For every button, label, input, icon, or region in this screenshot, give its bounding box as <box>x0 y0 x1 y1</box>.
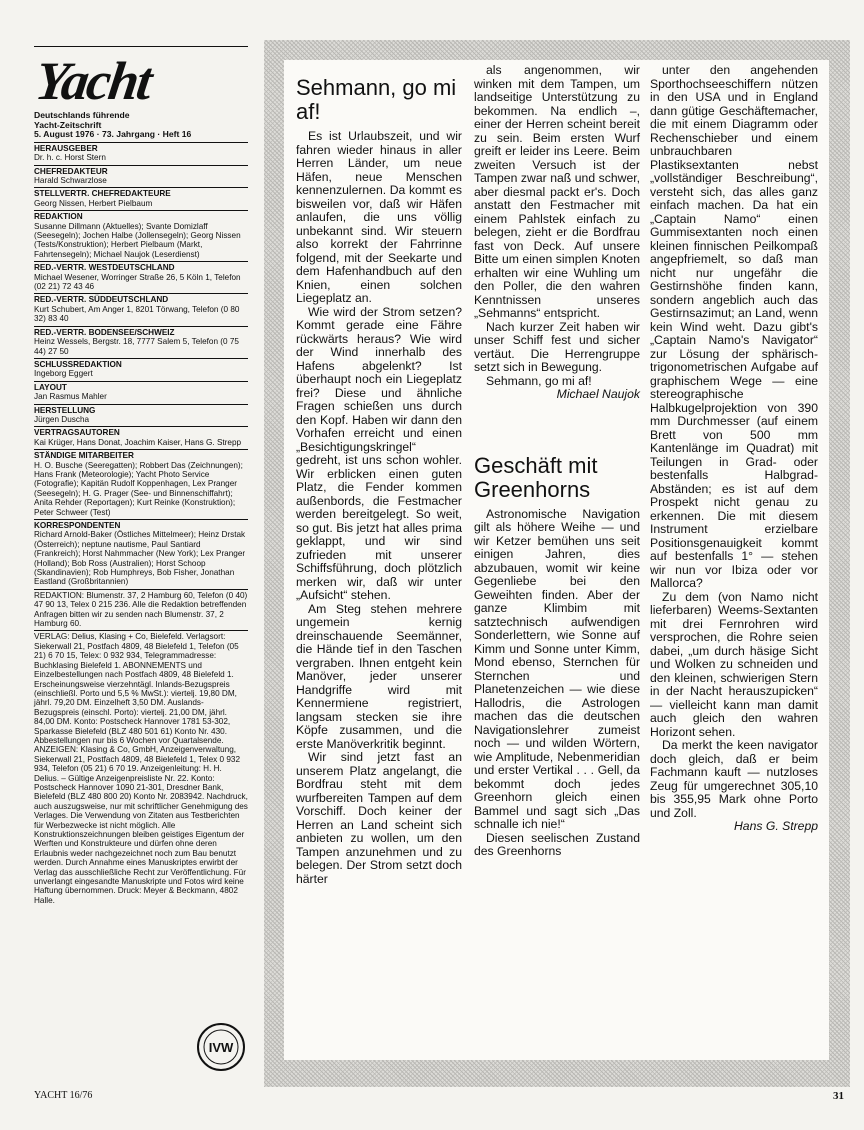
imprint-section-label: HERAUSGEBER <box>34 143 98 153</box>
imprint-section-label: HERSTELLUNG <box>34 405 96 415</box>
imprint-section-text: Georg Nissen, Herbert Pielbaum <box>34 198 153 208</box>
imprint-section-label: SCHLUSSREDAKTION <box>34 359 122 369</box>
paragraph: Diesen seelischen Zustand des Greenhorns <box>474 830 640 858</box>
imprint-section <box>34 381 248 402</box>
column-1 <box>296 64 462 886</box>
headline-greenhorns: Geschäft mit Greenhorns <box>474 452 598 502</box>
paragraph: als angenommen, wir winken mit dem Tampen, um landseitige Unterstützung zu bekommen. Na endlich –, einer der Herren scheint bereit zu sein. Beim ersten Wurf greift er leider ins Leere. Beim zweiten Versuch ist der Tampen zwar naß und schwer, aber diesmal packt er's. Doch anstatt den Festmacher mit einem Pahlstek einfach zu belegen, zieht er die Bordfrau fast von Deck. Auf unsere Bitte um einen simplen Knoten erhalten wir eine Wuhling um den Poller, die den wahren Kenntnissen unseres „Sehmanns“ entspricht. <box>474 63 640 320</box>
column-3 <box>650 64 818 834</box>
article2-continued <box>650 64 818 820</box>
paragraph: Astronomische Navigation gilt als höhere Weihe — und wir Ketzer bemühen uns seit einigen Jahren, dies abzubauen, womit wir keine Gegenliebe bei den Geweihten finden. Aber der ganze Klimbim mit satztechnisch aufwendigen Sonderlettern, wie Sonne auf Kimm und Sonne unter Kimm, Mond ebenso, Sternchen für Sternchen und Planetenzeichen — wie diese Hallodris, die Astrologen machen das die deutschen Navigationslehrer zumeist noch — und wilden Wörtern, wie Amplitude, Nebenmeridian und erster Vertikal . . . Gell, da bekommt doch jedes Greenhorn gleich einen Bammel und sagt sich „Das schnalle ich nie!“ <box>474 506 640 831</box>
imprint-section-text: REDAKTION: Blumenstr. 37, 2 Hamburg 60, Telefon (0 40) 47 90 13, Telex 0 215 236. Alle die Redaktion betreffenden Anfragen bitten wir zu senden nach Blumenstr. 37, 2 Hamburg 60. <box>34 590 248 629</box>
author-strepp: Hans G. Strepp <box>734 819 818 833</box>
imprint-section <box>34 519 248 587</box>
imprint-section <box>34 426 248 447</box>
tagline-line: Yacht-Zeitschrift <box>34 119 102 130</box>
imprint-section <box>34 589 248 629</box>
article1-paragraphs <box>296 130 462 886</box>
imprint-section-text: Dr. h. c. Horst Stern <box>34 153 106 163</box>
tagline <box>34 111 248 140</box>
imprint-section <box>34 326 248 356</box>
imprint-section <box>34 293 248 323</box>
article2-paragraphs <box>474 508 640 859</box>
imprint-column <box>31 42 248 905</box>
imprint-section-label: KORRESPONDENTEN <box>34 521 121 530</box>
paragraph: Zu dem (von Namo nicht lieferbaren) Weems-Sextanten mit drei Fernrohren wird versprochen, die Rohre seien dabei, „um durch häsige Sicht und Wolken zu schneiden und den kleinen, schwierigen Stern in der Nacht herauszupicken“ — vielleicht kann man damit auch gleich den wahren Horizont sehen. <box>650 589 818 739</box>
imprint-section-text: Jan Rasmus Mahler <box>34 392 107 402</box>
imprint-section-label: LAYOUT <box>34 382 67 392</box>
issue-footer: YACHT 16/76 <box>34 1090 93 1101</box>
paragraph: Wie wird der Strom setzen? Kommt gerade eine Fähre rückwärts heraus? Wie wird der Wind innerhalb des Hafens abgelenkt? Ist überhaupt noch ein Liegeplatz frei? Diese und ähnliche Fragen schießen uns durch den Kopf. Haben wir dann den Vorhafen erreicht und einen „Besichtigungskringel“ gedreht, ist uns schon wohler. Wir erblicken einen guten Platz, die Fender kommen außenbords, die Festmacher werden bereitgelegt. So weit, so gut. Bis jetzt hat alles prima geklappt, und wir sind zufrieden mit unserer Schiffsführung, doch plötzlich merken wir, daß wir unter „Aufsicht“ stehen. <box>296 304 462 602</box>
imprint-section-label: VERTRAGSAUTOREN <box>34 428 120 438</box>
imprint-section-label: RED.-VERTR. SÜDDEUTSCHLAND <box>34 295 169 305</box>
imprint-section <box>34 358 248 379</box>
paragraph: Da merkt the keen navigator doch gleich, daß er beim Fachmann kauft — nutzloses Zeug für umgerechnet 305,10 bis 355,95 Mark ohne Porto und Zoll. <box>650 738 818 820</box>
imprint-section-label: RED.-VERTR. BODENSEE/SCHWEIZ <box>34 327 175 337</box>
imprint-section-text: Harald Schwarzlose <box>34 176 107 185</box>
author-naujok: Michael Naujok <box>556 387 640 401</box>
imprint-section-text: Susanne Dillmann (Aktuelles); Svante Domizlaff (Seesegeln); Jochen Halbe (Jollensegeln); Georg Nissen (Tests/Konstruktion); Herbert Pielbaum (Markt, Fahrtensegeln); Michael Naujok (Leserdienst) <box>34 221 241 259</box>
imprint-section-text: Kai Krüger, Hans Donat, Joachim Kaiser, Hans G. Strepp <box>34 437 242 447</box>
imprint-section-text: H. O. Busche (Seeregatten); Robbert Das (Zeichnungen); Hans Frank (Meteorologie); Yacht Photo Service (Fotografie); Kapitän Rudolf Koppenhagen, Lex Pranger (Seesegeln); H. G. Prager (See- und Binnenschiffahrt); Anita Rehder (Reportagen); Kurt Reinke (Konstruktion); Peter Schweer (Test) <box>34 460 243 517</box>
imprint-section-label: CHEFREDAKTEUR <box>34 166 108 176</box>
publisher-text: VERLAG: Delius, Klasing + Co, Bielefeld. Verlagsort: Siekerwall 21, Postfach 4809, 48 Bielefeld 1, Telefon (05 21) 6 70 15, Telex: 0 932 934, Telegrammadresse: Buchklasing Bielefeld 1. ABONNEMENTS und Einzelbestellungen nach Postfach 4809, 48 Bielefeld 1. Erscheinungsweise vierzehntägl. Inlands-Bezugspreis (einschließl. Porto und 5,5 % MwSt.): viertelj. 19,80 DM, jährl. 79,20 DM. Einzelheft 3,50 DM. Auslands-Bezugspreis (einschl. Porto): viertelj. 21,00 DM, jährl. 84,00 DM. Konto: Postscheck Hannover 1781 53-302, Sparkasse Bielefeld (BLZ 480 501 61) Konto Nr. 430. Abbestellungen nur bis 6 Wochen vor Quartalsende. ANZEIGEN: Klasing & Co, GmbH, Anzeigenverwaltung, Siekerwall 21, Postfach 4809, 48 Bielefeld 1, Telex 0 932 934, Telefon (05 21) 6 70 19. Anzeigenleitung: H. H. Delius. – Gültige Anzeigenpreisliste Nr. 22. Konto: Postscheck Hannover 1090 21-301, Dresdner Bank, Bielefeld (BLZ 480 800 20) Konto Nr. 2083942. Nachdruck, auch auszugsweise, nur mit schriftlicher Genehmigung des Verlages. Die Verwendung von Zitaten aus Testberichten für Werbezwecke ist nicht möglich. Alle Konstruktionszeichnungen bleiben geistiges Eigentum der Werften und Konstrukteure und dürfen ohne deren Erlaubnis weder nachgezeichnet noch zum Bau benutzt werden. Durch Annahme eines Manuskriptes erwirbt der Verlag das ausschließliche Recht zur Veröffentlichung. Für unverlangt eingesandte Manuskripte und Fotos wird keine Haftung übernommen. Druck: Meyer & Beckmann, 4802 Halle. <box>34 632 248 905</box>
ivw-logo-text: IVW <box>208 1040 234 1055</box>
imprint-section-text: Heinz Wessels, Bergstr. 18, 7777 Salem 5, Telefon (0 75 44) 27 50 <box>34 337 239 356</box>
paragraph: Wir sind jetzt fast an unserem Platz angelangt, die Bordfrau steht mit dem wurfbereiten Tampen auf dem Vorschiff. Doch keiner der Herren an Land scheint sich anbieten zu wollen, um den Tampen anzunehmen und zu belegen. Der Strom setzt doch härter <box>296 750 462 886</box>
imprint-section-label: RED.-VERTR. WESTDEUTSCHLAND <box>34 263 175 273</box>
ivw-logo-icon <box>196 1022 246 1072</box>
imprint-section-label: REDAKTION <box>34 212 83 222</box>
page-number: 31 <box>833 1090 844 1102</box>
tagline-line: Deutschlands führende <box>34 110 130 120</box>
paragraph: unter den angehenden Sporthochseeschiffern nützen in den USA und in England dann gütige Geschäftemacher, die mit einem Diagramm oder Rechenschieber und einem unbrauchbaren Plastiksextanten nebst „vollständiger Beschreibung“, versteht sich, das alles ganz einfach machen. Da hat ein „Captain Namo“ einen Gummisextanten noch einen kleinen finnischen Peilkompaß angepfriemelt, so daß man nicht nur ungefähr die Gestirnshöhe finden kann, sondern angeblich auch das Gestirnsazimut; an Land, wenn kein Wind weht. Dazu gibt's „Captain Namo's Navigator“ zur Lösung der sphärisch-trigonometrischen Aufgabe auf graphischem Wege — eine stereographische Halbkugelprojektion von 390 mm Durchmesser (auf einem Brett von 500 mm Kantenlänge im Quadrat) mit Teilungen in Grad- oder bestenfalls Halbgrad-Abständen; es ist auf dem Prospekt nicht genau zu erkennen. Die mit diesem Instrument erzielbare Positionsgenauigkeit kommt auf bestenfalls 1° — stehen wir nun vor Ibiza oder vor Mallorca? <box>650 63 819 590</box>
column-2 <box>474 64 640 859</box>
article1-continued <box>474 64 640 388</box>
imprint-section-text: Ingeborg Eggert <box>34 369 93 379</box>
imprint-section-label: STELLVERTR. CHEFREDAKTEURE <box>34 189 171 199</box>
article-body <box>284 60 829 1060</box>
imprint-section <box>34 142 248 163</box>
issue-line: 5. August 1976 · 73. Jahrgang · Heft 16 <box>34 129 192 140</box>
headline-sehmann: Sehmann, go mi af! <box>296 75 457 124</box>
article2-start <box>474 454 640 859</box>
imprint-section <box>34 404 248 425</box>
publisher-block <box>34 630 248 905</box>
imprint-section-text: Richard Arnold-Baker (Östliches Mittelmeer); Heinz Drstak (Österreich); neptune nautisme, Paul Santiard (Frankreich); Horst Nahmmacher (New York); Lex Pranger (Holland); Bob Ross (Australien); Horst Schoop (Skandinavien); Rob Humphreys, Bob Fisher, Jonathan Eastland (Großbritannien) <box>34 530 246 587</box>
imprint-section <box>34 165 248 186</box>
paragraph: Sehmann, go mi af! <box>486 373 592 388</box>
imprint-section-text: Michael Wesener, Worringer Straße 26, 5 Köln 1, Telefon (02 21) 72 43 46 <box>34 272 241 292</box>
paragraph: Am Steg stehen mehrere ungemein kernig dreinschauende Seemänner, die Hände tief in den Taschen vergraben. Ihnen entgeht kein Manöver, jeder unserer Handgriffe wird mit Kennermiene registriert, langsam stecken sie ihre Köpfe zusammen, und die erste Manöverkritik beginnt. <box>296 601 462 751</box>
imprint-section <box>34 449 248 517</box>
imprint-sections <box>34 142 248 629</box>
imprint-section <box>34 187 248 208</box>
imprint-top-rule <box>34 46 248 47</box>
paragraph: Es ist Urlaubszeit, und wir fahren wieder hinaus in aller Herren Länder, um neue Häfen, neue Menschen kennenzulernen. Da kommt es bisweilen vor, daß wir Häfen anlaufen, die uns völlig unbekannt sind. Wir steuern also korrekt der Fahrrinne folgend, mit der Seekarte und dem Hafenhandbuch auf den Knien, einen solchen Liegeplatz an. <box>296 129 462 305</box>
imprint-section-text: Jürgen Duscha <box>34 414 90 424</box>
imprint-section <box>34 261 248 291</box>
article-frame <box>264 40 850 1087</box>
imprint-section <box>34 210 248 259</box>
imprint-section-label: STÄNDIGE MITARBEITER <box>34 451 134 461</box>
paragraph: Nach kurzer Zeit haben wir unser Schiff fest und sicher vertäut. Die Herrengruppe setzt sich in Bewegung. <box>474 319 640 374</box>
yacht-logo: Yacht <box>31 51 155 111</box>
imprint-section-text: Kurt Schubert, Am Anger 1, 8201 Törwang, Telefon (0 80 32) 83 40 <box>34 304 240 324</box>
